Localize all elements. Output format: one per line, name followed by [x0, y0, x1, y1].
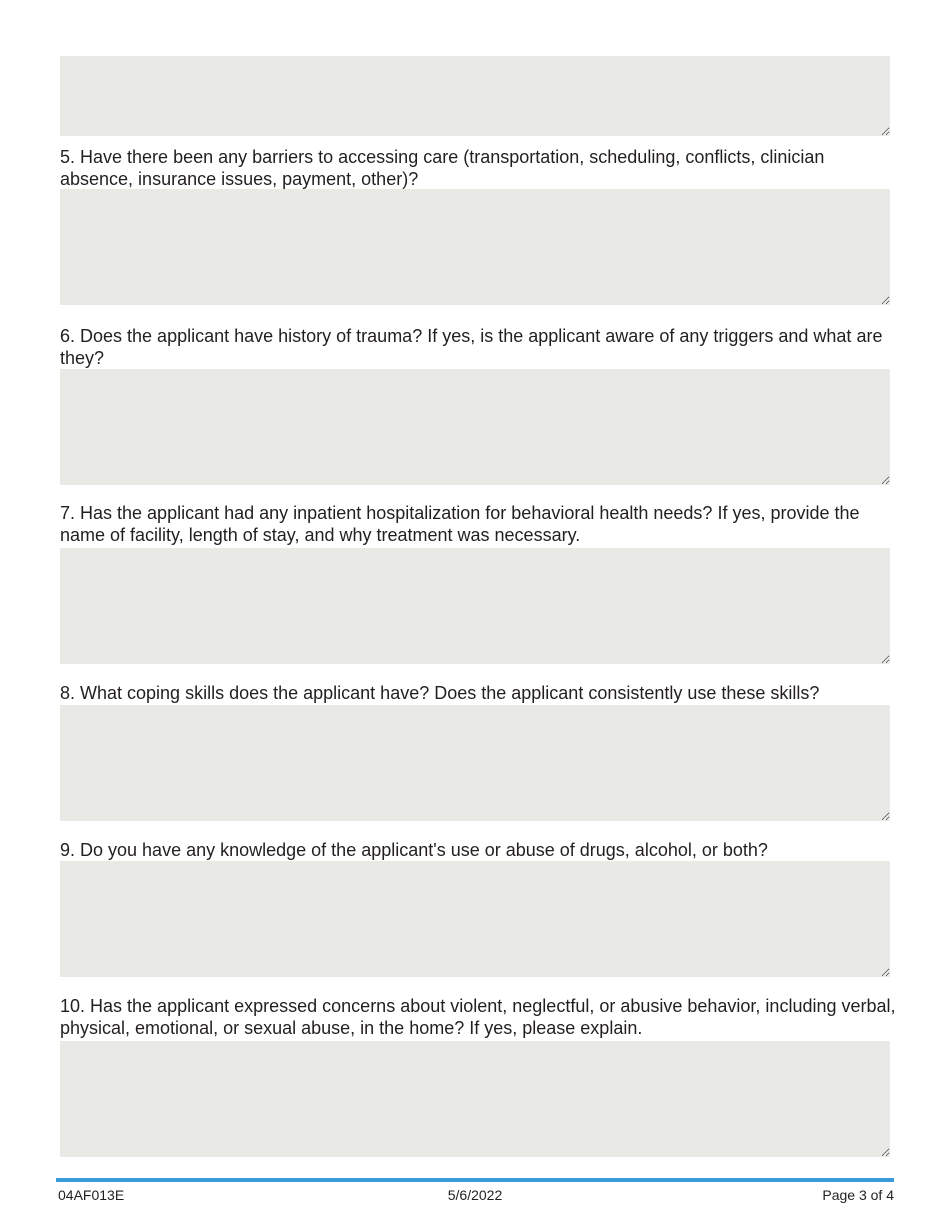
footer-page-number: Page 3 of 4 [822, 1187, 894, 1203]
question-6-label: 6. Does the applicant have history of trauma? If yes, is the applicant aware of any triggers and what are they? [60, 326, 883, 368]
footer-form-id: 04AF013E [58, 1187, 125, 1203]
question-8-answer-field[interactable] [60, 705, 890, 821]
question-5-answer-field[interactable] [60, 189, 890, 305]
question-6-answer-field[interactable] [60, 369, 890, 485]
question-9-label: 9. Do you have any knowledge of the applicant's use or abuse of drugs, alcohol, or both? [60, 840, 768, 860]
footer-date: 5/6/2022 [447, 1187, 503, 1203]
previous-answer-field[interactable] [60, 56, 890, 136]
question-9-answer-field[interactable] [60, 861, 890, 977]
question-10-answer-field[interactable] [60, 1041, 890, 1157]
question-10-label: 10. Has the applicant expressed concerns about violent, neglectful, or abusive behavior, including verbal, physical, emotional, or sexual abuse, in the home? If yes, please explain. [60, 996, 896, 1038]
footer-divider [56, 1178, 894, 1182]
question-7-answer-field[interactable] [60, 548, 890, 664]
question-7-label: 7. Has the applicant had any inpatient hospitalization for behavioral health needs? If yes, provide the name of facility, length of stay, and why treatment was necessary. [60, 503, 860, 545]
question-5-label: 5. Have there been any barriers to accessing care (transportation, scheduling, conflicts, clinician absence, insurance issues, payment, other)? [60, 147, 825, 189]
question-8-label: 8. What coping skills does the applicant have? Does the applicant consistently use these skills? [60, 683, 820, 703]
